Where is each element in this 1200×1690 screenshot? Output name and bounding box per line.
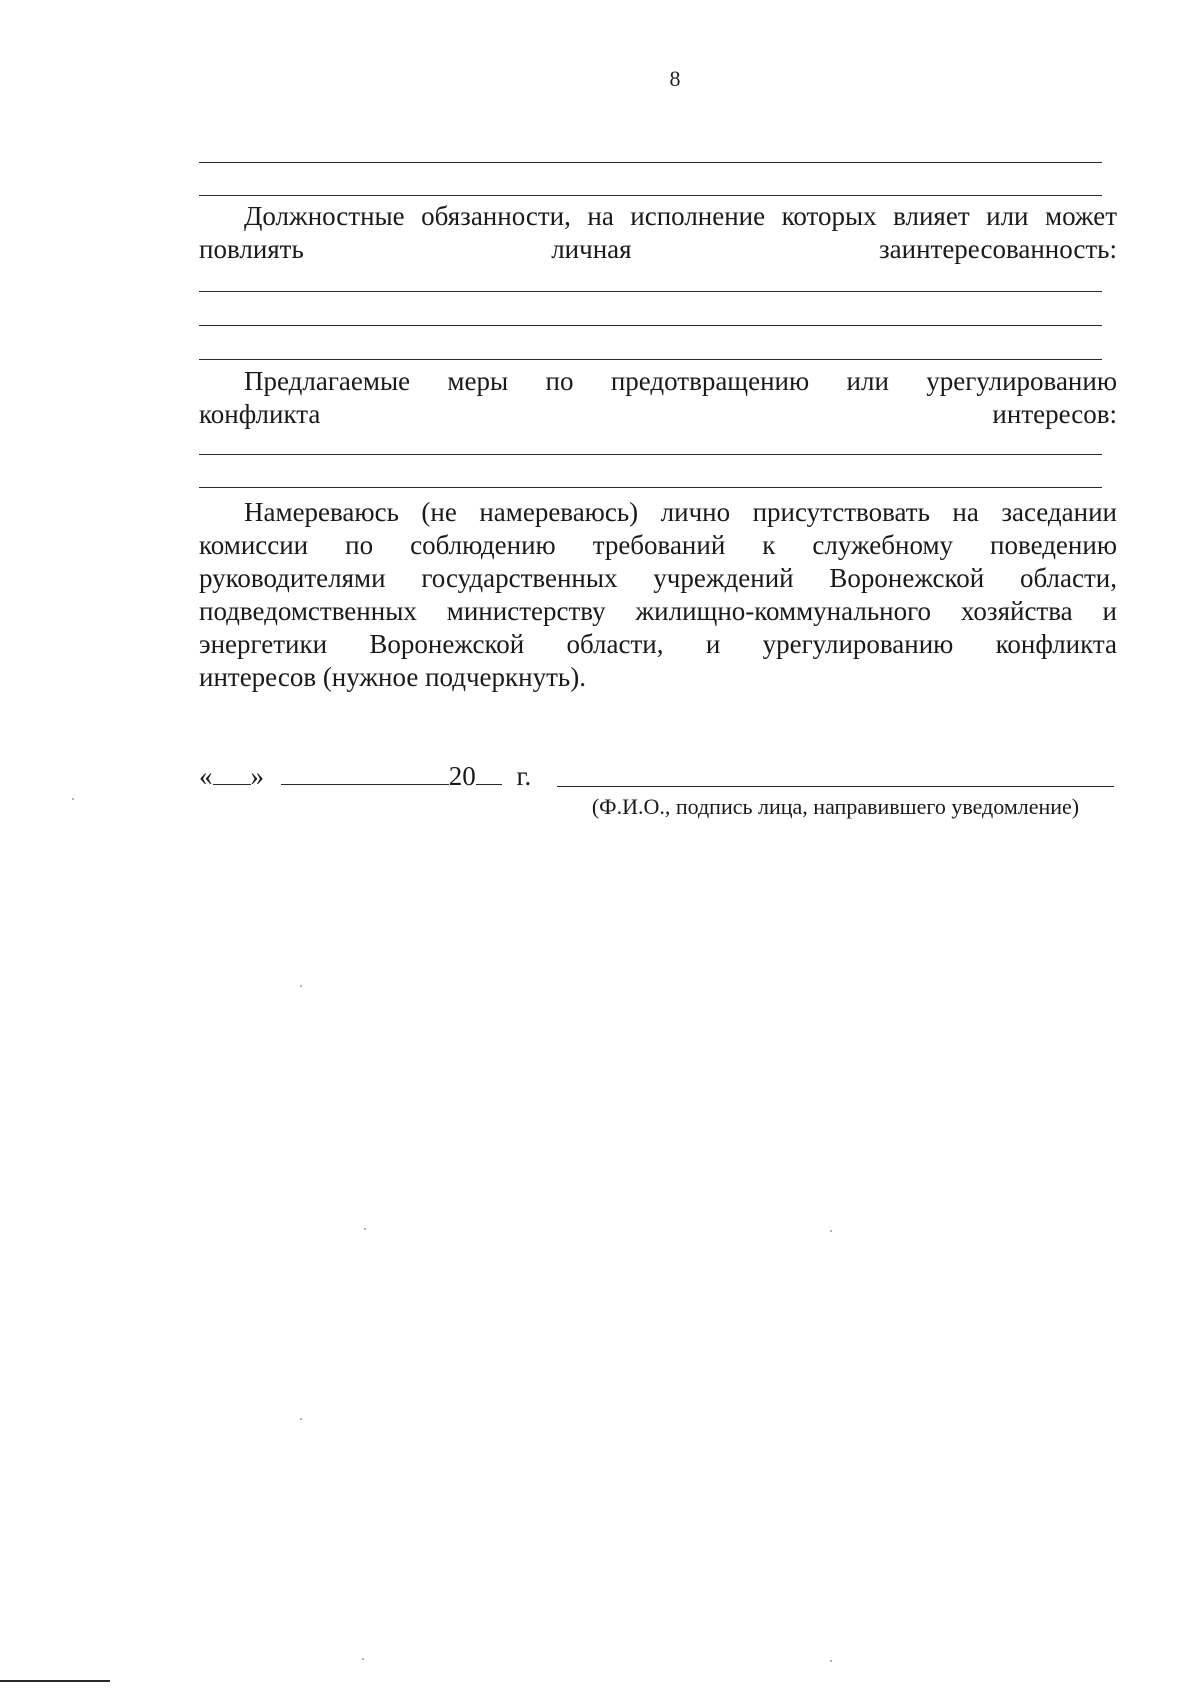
intent-line-5: энергетики Воронежской области, и урегулированию конфликта [199, 629, 1117, 659]
measures-paragraph [199, 365, 1117, 431]
close-quote: » [250, 761, 264, 791]
scan-speck [830, 1660, 832, 1662]
scan-speck [300, 1418, 302, 1420]
intent-paragraph [199, 496, 1117, 694]
day-blank[interactable] [213, 762, 251, 785]
scan-speck [72, 798, 74, 800]
scan-edge-mark [0, 1680, 110, 1682]
blank-line [199, 325, 1102, 326]
year-blank[interactable] [476, 762, 502, 785]
scan-speck [362, 1658, 364, 1660]
measures-line-2: конфликта интересов: [199, 399, 1117, 429]
duties-line-2: повлиять личная заинтересованность: [199, 234, 1117, 264]
page-number: 8 [669, 66, 681, 91]
intent-line-3: руководителями государственных учреждений Воронежской области, [199, 563, 1117, 593]
blank-line [199, 195, 1102, 196]
blank-line [199, 162, 1102, 163]
duties-paragraph [199, 200, 1117, 266]
duties-line-1: Должностные обязанности, на исполнение которых влияет или может [244, 201, 1117, 231]
scan-speck [830, 1230, 832, 1232]
signature-line[interactable] [557, 786, 1114, 787]
month-blank[interactable] [281, 762, 449, 785]
intent-line-1: Намереваюсь (не намереваюсь) лично присутствовать на заседании [244, 497, 1117, 527]
open-quote: « [199, 761, 213, 791]
year-prefix: 20 [448, 761, 476, 791]
intent-line-4: подведомственных министерству жилищно-коммунального хозяйства и [199, 596, 1117, 626]
blank-line [199, 359, 1102, 360]
intent-line-2: комиссии по соблюдению требований к служебному поведению [199, 530, 1117, 560]
date-row [199, 760, 531, 792]
blank-line [199, 454, 1102, 455]
signature-caption: (Ф.И.О., подпись лица, направившего уведомление) [591, 794, 1080, 819]
scan-speck [364, 1228, 366, 1230]
measures-line-1: Предлагаемые меры по предотвращению или урегулированию [244, 366, 1117, 396]
scan-speck [300, 985, 302, 987]
blank-line [199, 487, 1102, 488]
blank-line [199, 291, 1102, 292]
intent-line-6: интересов (нужное подчеркнуть). [199, 662, 586, 692]
year-suffix: г. [516, 761, 532, 791]
